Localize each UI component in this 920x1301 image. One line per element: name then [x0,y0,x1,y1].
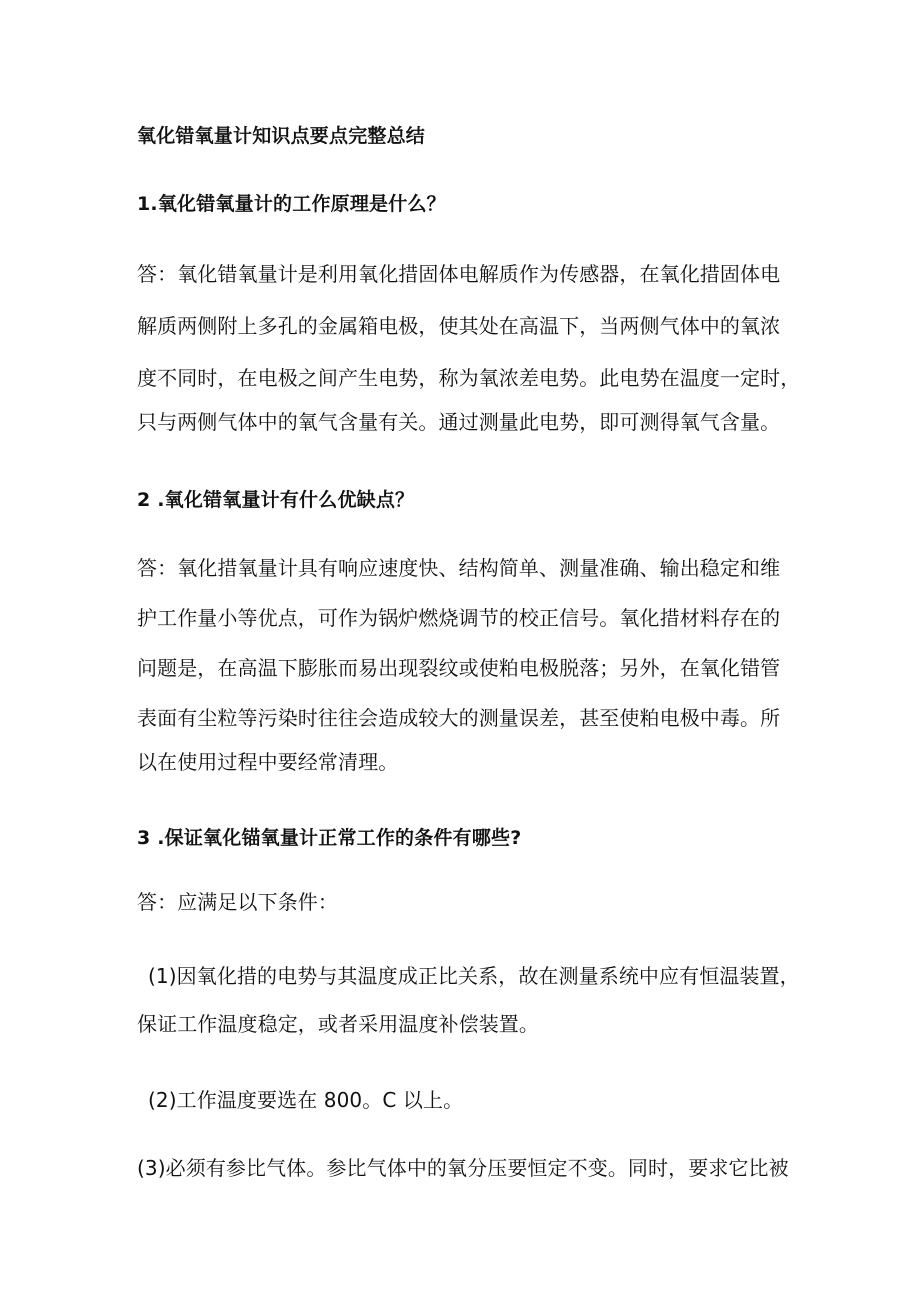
answer-1-line: 答：氧化错氧量计是利用氧化措固体电解质作为传感器，在氧化措固体电 [137,262,781,286]
answer-2-line: 表面有尘粒等污染时往往会造成较大的测量误差，甚至使粕电极中毒。所 [137,706,781,730]
answer-1-line: 只与两侧气体中的氧气含量有关。通过测量此电势，即可测得氧气含量。 [137,410,781,434]
answer-2-line: 问题是，在高温下膨胀而易出现裂纹或使粕电极脱落；另外，在氧化错管 [137,656,781,680]
condition-1-line: (1)因氧化措的电势与其温度成正比关系，故在测量系统中应有恒温装置， [148,964,800,988]
question-1-heading: 1.氧化错氧量计的工作原理是什么？ [137,193,446,215]
answer-3-intro: 答：应满足以下条件： [137,890,338,914]
question-2-heading: 2 .氧化错氧量计有什么优缺点？ [137,489,415,511]
answer-1-line: 度不同时，在电极之间产生电势，称为氧浓差电势。此电势在温度一定时， [137,366,801,390]
answer-2-line: 护工作量小等优点，可作为锅炉燃烧调节的校正信号。氧化措材料存在的 [137,606,781,630]
answer-2-line: 以在使用过程中要经常清理。 [137,750,399,774]
answer-2-line: 答：氧化措氧量计具有响应速度快、结构简单、测量准确、输出稳定和维 [137,556,781,580]
condition-1-line: 保证工作温度稳定，或者采用温度补偿装置。 [137,1012,539,1036]
condition-3-line: (3)必须有参比气体。参比气体中的氧分压要恒定不变。同时，要求它比被 [137,1156,789,1180]
question-3-heading: 3 .保证氧化锚氧量计正常工作的条件有哪些? [137,827,522,849]
document-title: 氧化错氧量计知识点要点完整总结 [137,125,426,147]
condition-2-line: (2)工作温度要选在 800。C 以上。 [148,1088,464,1112]
answer-1-line: 解质两侧附上多孔的金属箱电极，使其处在高温下，当两侧气体中的氧浓 [137,314,781,338]
